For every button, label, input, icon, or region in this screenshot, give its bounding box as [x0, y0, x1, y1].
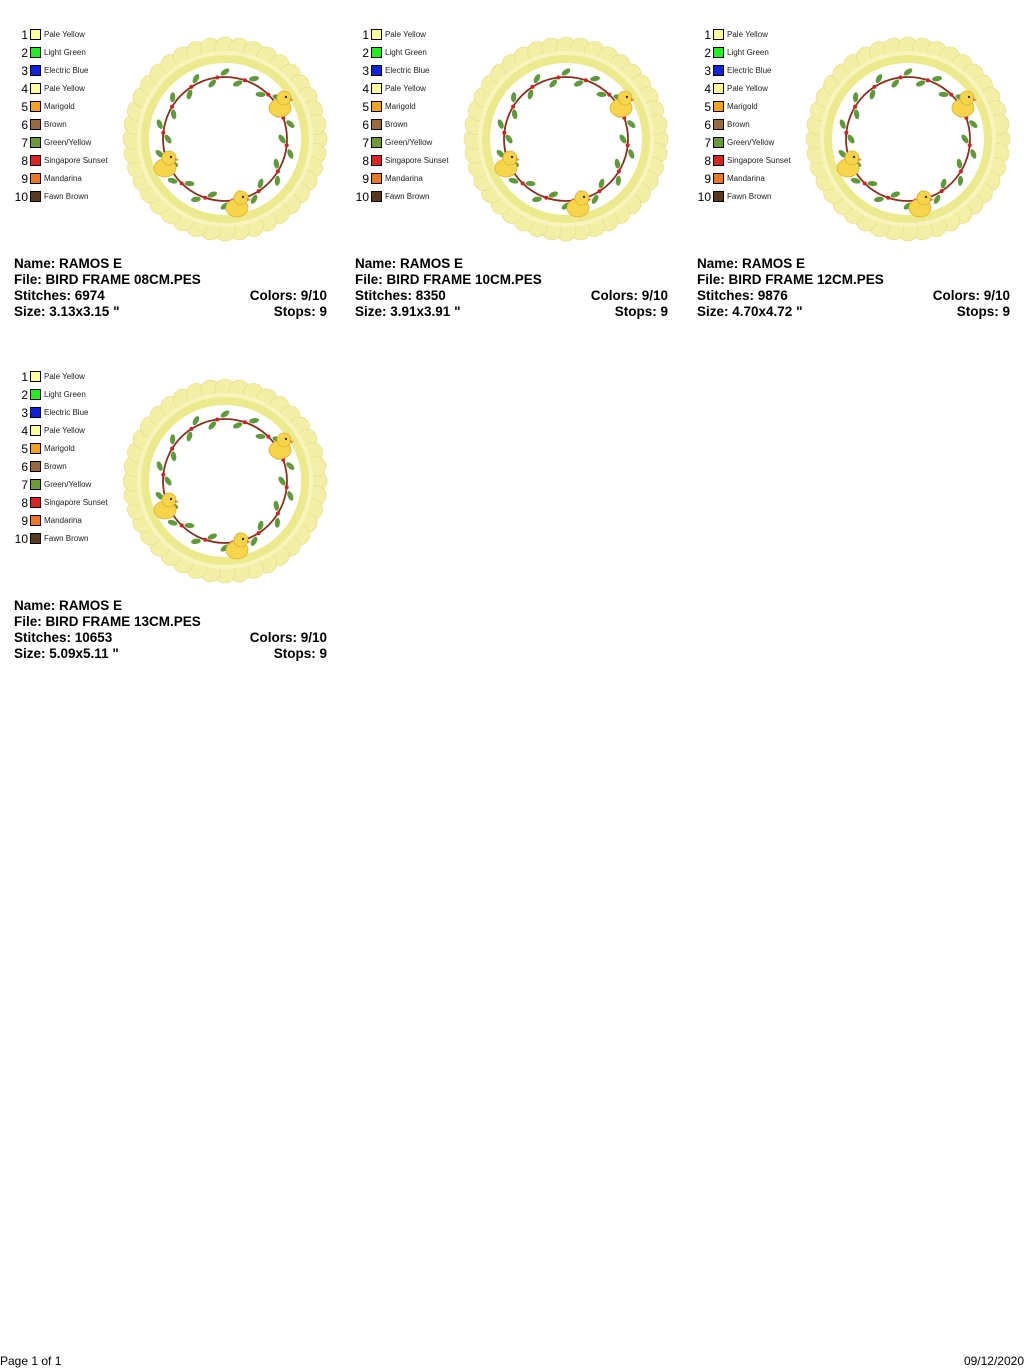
- thread-name: Mandarina: [727, 174, 765, 183]
- thread-name: Pale Yellow: [44, 30, 85, 39]
- thread-swatch: [30, 47, 41, 58]
- thread-row: [14, 62, 124, 80]
- thread-row: [14, 476, 124, 494]
- design-file: File: BIRD FRAME 10CM.PES: [355, 272, 542, 287]
- thread-swatch: [713, 191, 724, 202]
- thread-swatch: [371, 47, 382, 58]
- thread-row: [355, 62, 465, 80]
- thread-swatch: [30, 65, 41, 76]
- thread-number: 3: [704, 64, 711, 78]
- thread-number: 4: [704, 82, 711, 96]
- thread-row: [14, 134, 124, 152]
- bird-frame-image: [120, 376, 330, 586]
- design-file: File: BIRD FRAME 08CM.PES: [14, 272, 201, 287]
- thread-name: Light Green: [727, 48, 769, 57]
- design-name: Name: RAMOS E: [14, 598, 123, 613]
- thread-number: 8: [21, 154, 28, 168]
- embroidery-preview: [120, 34, 330, 244]
- thread-name: Singapore Sunset: [385, 156, 449, 165]
- thread-row: [14, 422, 124, 440]
- thread-number: 1: [21, 28, 28, 42]
- thread-name: Brown: [44, 120, 67, 129]
- thread-swatch: [713, 173, 724, 184]
- design-card: [355, 26, 673, 356]
- design-info: [697, 256, 1010, 320]
- thread-swatch: [30, 479, 41, 490]
- thread-swatch: [30, 461, 41, 472]
- thread-legend: [697, 26, 807, 206]
- thread-swatch: [30, 155, 41, 166]
- thread-row: [355, 98, 465, 116]
- design-name: Name: RAMOS E: [355, 256, 464, 271]
- stop-count: Stops: 9: [273, 646, 327, 661]
- color-count: Colors: 9/10: [249, 630, 327, 645]
- thread-name: Green/Yellow: [385, 138, 433, 147]
- thread-swatch: [30, 119, 41, 130]
- thread-number: 1: [21, 370, 28, 384]
- thread-number: 2: [21, 46, 28, 60]
- design-info: [355, 256, 668, 320]
- thread-swatch: [371, 137, 382, 148]
- thread-row: [14, 368, 124, 386]
- thread-legend: [14, 368, 124, 548]
- thread-number: 1: [362, 28, 369, 42]
- thread-row: [697, 62, 807, 80]
- thread-swatch: [713, 47, 724, 58]
- thread-swatch: [30, 137, 41, 148]
- thread-name: Marigold: [385, 102, 416, 111]
- design-file: File: BIRD FRAME 12CM.PES: [697, 272, 884, 287]
- thread-swatch: [30, 533, 41, 544]
- thread-number: 5: [704, 100, 711, 114]
- thread-name: Pale Yellow: [727, 30, 768, 39]
- thread-row: [14, 494, 124, 512]
- thread-row: [697, 116, 807, 134]
- thread-legend: [14, 26, 124, 206]
- thread-name: Light Green: [385, 48, 427, 57]
- thread-legend: [355, 26, 465, 206]
- thread-swatch: [30, 425, 41, 436]
- thread-row: [14, 80, 124, 98]
- thread-swatch: [371, 155, 382, 166]
- thread-row: [14, 530, 124, 548]
- thread-name: Brown: [385, 120, 408, 129]
- frame-center: [832, 63, 984, 215]
- thread-name: Marigold: [727, 102, 758, 111]
- thread-number: 5: [362, 100, 369, 114]
- stitch-count: Stitches: 6974: [14, 288, 105, 303]
- stop-count: Stops: 9: [273, 304, 327, 319]
- thread-swatch: [713, 29, 724, 40]
- thread-row: [14, 458, 124, 476]
- color-count: Colors: 9/10: [590, 288, 668, 303]
- stop-count: Stops: 9: [614, 304, 668, 319]
- thread-number: 6: [21, 118, 28, 132]
- thread-swatch: [30, 191, 41, 202]
- thread-name: Light Green: [44, 48, 86, 57]
- stitch-count: Stitches: 10653: [14, 630, 113, 645]
- thread-row: [14, 440, 124, 458]
- embroidery-preview: [120, 376, 330, 586]
- thread-number: 3: [21, 406, 28, 420]
- thread-name: Pale Yellow: [44, 426, 85, 435]
- thread-row: [697, 80, 807, 98]
- thread-swatch: [30, 173, 41, 184]
- thread-number: 8: [362, 154, 369, 168]
- thread-number: 2: [704, 46, 711, 60]
- thread-row: [697, 170, 807, 188]
- thread-row: [355, 116, 465, 134]
- thread-number: 10: [355, 190, 369, 204]
- thread-swatch: [371, 65, 382, 76]
- thread-row: [14, 404, 124, 422]
- thread-number: 6: [704, 118, 711, 132]
- frame-center: [490, 63, 642, 215]
- thread-name: Electric Blue: [44, 408, 89, 417]
- thread-number: 8: [704, 154, 711, 168]
- stop-count: Stops: 9: [956, 304, 1010, 319]
- thread-swatch: [30, 443, 41, 454]
- thread-name: Mandarina: [385, 174, 423, 183]
- page-number: Page 1 of 1: [0, 1354, 62, 1368]
- thread-number: 3: [362, 64, 369, 78]
- thread-row: [14, 26, 124, 44]
- thread-swatch: [371, 101, 382, 112]
- thread-number: 10: [14, 532, 28, 546]
- thread-name: Electric Blue: [44, 66, 89, 75]
- thread-swatch: [713, 101, 724, 112]
- thread-number: 2: [362, 46, 369, 60]
- thread-number: 6: [21, 460, 28, 474]
- thread-swatch: [371, 83, 382, 94]
- thread-row: [355, 44, 465, 62]
- thread-swatch: [371, 29, 382, 40]
- design-card: [697, 26, 1015, 356]
- thread-name: Fawn Brown: [44, 192, 89, 201]
- thread-number: 10: [697, 190, 711, 204]
- embroidery-preview: [803, 34, 1013, 244]
- thread-swatch: [371, 173, 382, 184]
- color-count: Colors: 9/10: [249, 288, 327, 303]
- thread-swatch: [30, 83, 41, 94]
- thread-row: [14, 98, 124, 116]
- print-date: 09/12/2020: [963, 1354, 1024, 1368]
- thread-swatch: [713, 83, 724, 94]
- thread-number: 2: [21, 388, 28, 402]
- thread-row: [14, 152, 124, 170]
- thread-number: 5: [21, 100, 28, 114]
- thread-name: Fawn Brown: [44, 534, 89, 543]
- thread-number: 4: [362, 82, 369, 96]
- thread-row: [14, 512, 124, 530]
- thread-name: Fawn Brown: [385, 192, 430, 201]
- thread-name: Green/Yellow: [727, 138, 775, 147]
- design-name: Name: RAMOS E: [14, 256, 123, 271]
- thread-name: Pale Yellow: [385, 84, 426, 93]
- thread-row: [697, 188, 807, 206]
- design-name: Name: RAMOS E: [697, 256, 806, 271]
- thread-name: Green/Yellow: [44, 138, 92, 147]
- thread-row: [697, 152, 807, 170]
- thread-swatch: [713, 119, 724, 130]
- thread-number: 9: [21, 172, 28, 186]
- bird-frame-image: [461, 34, 671, 244]
- thread-swatch: [30, 497, 41, 508]
- thread-name: Brown: [44, 462, 67, 471]
- thread-number: 9: [21, 514, 28, 528]
- thread-name: Pale Yellow: [385, 30, 426, 39]
- thread-row: [14, 386, 124, 404]
- thread-row: [697, 26, 807, 44]
- thread-number: 6: [362, 118, 369, 132]
- thread-number: 1: [704, 28, 711, 42]
- thread-row: [697, 134, 807, 152]
- thread-swatch: [713, 155, 724, 166]
- thread-row: [355, 188, 465, 206]
- thread-number: 4: [21, 82, 28, 96]
- design-card: [14, 368, 332, 698]
- thread-row: [355, 134, 465, 152]
- color-count: Colors: 9/10: [932, 288, 1010, 303]
- thread-name: Light Green: [44, 390, 86, 399]
- thread-row: [14, 188, 124, 206]
- thread-row: [355, 80, 465, 98]
- thread-name: Marigold: [44, 102, 75, 111]
- thread-number: 3: [21, 64, 28, 78]
- thread-swatch: [371, 119, 382, 130]
- thread-name: Mandarina: [44, 174, 82, 183]
- thread-name: Singapore Sunset: [727, 156, 791, 165]
- thread-swatch: [30, 407, 41, 418]
- thread-number: 8: [21, 496, 28, 510]
- thread-name: Singapore Sunset: [44, 156, 108, 165]
- design-card: [14, 26, 332, 356]
- thread-name: Fawn Brown: [727, 192, 772, 201]
- thread-name: Pale Yellow: [44, 372, 85, 381]
- stitch-count: Stitches: 9876: [697, 288, 788, 303]
- bird-frame-image: [120, 34, 330, 244]
- thread-name: Electric Blue: [727, 66, 772, 75]
- embroidery-preview: [461, 34, 671, 244]
- thread-row: [14, 44, 124, 62]
- thread-row: [355, 152, 465, 170]
- thread-number: 9: [704, 172, 711, 186]
- thread-swatch: [30, 101, 41, 112]
- thread-number: 9: [362, 172, 369, 186]
- thread-number: 7: [21, 478, 28, 492]
- thread-row: [14, 116, 124, 134]
- design-size: Size: 3.13x3.15 ": [14, 304, 120, 319]
- thread-swatch: [713, 65, 724, 76]
- frame-center: [149, 63, 301, 215]
- design-size: Size: 3.91x3.91 ": [355, 304, 461, 319]
- design-info: [14, 256, 327, 320]
- design-size: Size: 4.70x4.72 ": [697, 304, 803, 319]
- thread-name: Marigold: [44, 444, 75, 453]
- thread-swatch: [371, 191, 382, 202]
- thread-name: Pale Yellow: [727, 84, 768, 93]
- thread-swatch: [30, 29, 41, 40]
- thread-number: 7: [704, 136, 711, 150]
- thread-name: Green/Yellow: [44, 480, 92, 489]
- thread-swatch: [30, 371, 41, 382]
- thread-row: [697, 98, 807, 116]
- thread-name: Electric Blue: [385, 66, 430, 75]
- stitch-count: Stitches: 8350: [355, 288, 446, 303]
- thread-name: Singapore Sunset: [44, 498, 108, 507]
- thread-number: 7: [21, 136, 28, 150]
- thread-number: 4: [21, 424, 28, 438]
- thread-name: Brown: [727, 120, 750, 129]
- design-file: File: BIRD FRAME 13CM.PES: [14, 614, 201, 629]
- thread-row: [14, 170, 124, 188]
- design-info: [14, 598, 327, 662]
- thread-row: [697, 44, 807, 62]
- thread-swatch: [30, 515, 41, 526]
- thread-name: Mandarina: [44, 516, 82, 525]
- thread-row: [355, 170, 465, 188]
- thread-name: Pale Yellow: [44, 84, 85, 93]
- thread-number: 7: [362, 136, 369, 150]
- thread-number: 5: [21, 442, 28, 456]
- thread-swatch: [713, 137, 724, 148]
- design-size: Size: 5.09x5.11 ": [14, 646, 119, 661]
- bird-frame-image: [803, 34, 1013, 244]
- thread-row: [355, 26, 465, 44]
- frame-center: [149, 405, 301, 557]
- thread-swatch: [30, 389, 41, 400]
- thread-number: 10: [14, 190, 28, 204]
